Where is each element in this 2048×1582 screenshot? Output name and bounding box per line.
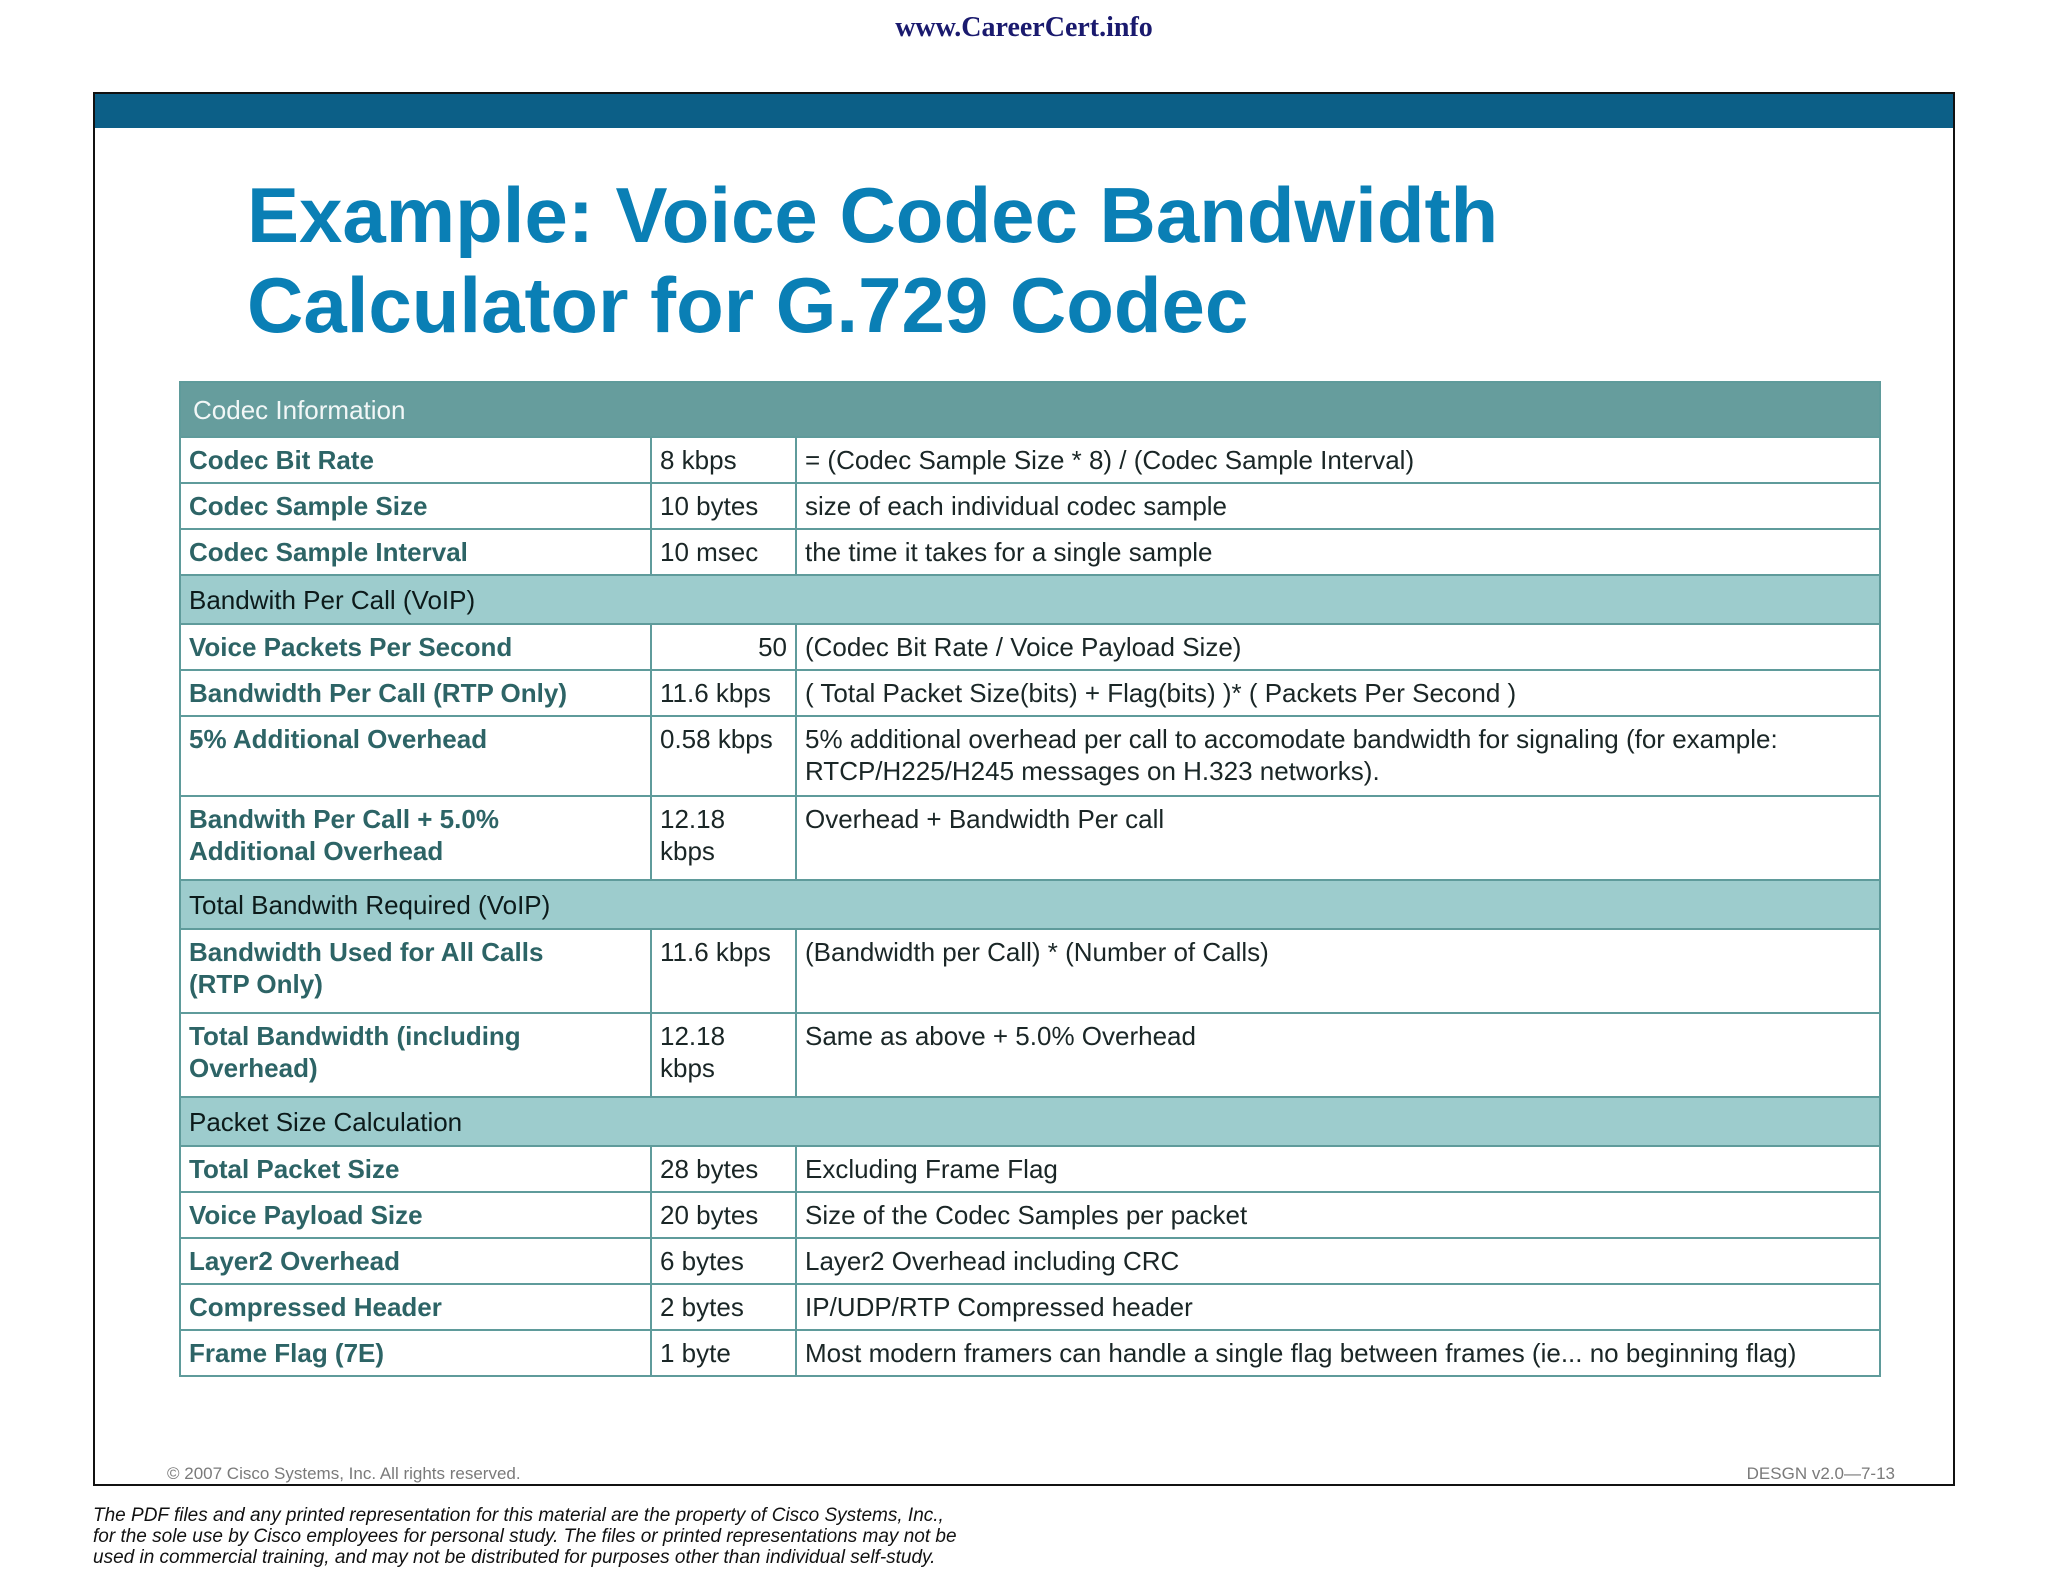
slide-title-line1: Example: Voice Codec Bandwidth (247, 171, 1499, 259)
section-row (180, 575, 1880, 624)
slide (93, 92, 1955, 1486)
row-label: Total Packet Size (180, 1146, 651, 1192)
row-value: 1 byte (651, 1330, 796, 1376)
row-label: Frame Flag (7E) (180, 1330, 651, 1376)
section-row (180, 880, 1880, 929)
row-value: 0.58 kbps (651, 716, 796, 796)
slide-top-bar (95, 94, 1953, 128)
row-value: 20 bytes (651, 1192, 796, 1238)
row-description: size of each individual codec sample (796, 483, 1880, 529)
row-label: Layer2 Overhead (180, 1238, 651, 1284)
row-label-line: Overhead) (189, 1053, 318, 1083)
row-value: 12.18 kbps (651, 796, 796, 880)
row-label (180, 796, 651, 880)
table-row (180, 529, 1880, 575)
row-value: 28 bytes (651, 1146, 796, 1192)
row-label: 5% Additional Overhead (180, 716, 651, 796)
row-label (180, 929, 651, 1013)
table-row (180, 670, 1880, 716)
row-label: Bandwidth Per Call (RTP Only) (180, 670, 651, 716)
row-description: = (Codec Sample Size * 8) / (Codec Sample Interval) (796, 437, 1880, 483)
slide-id: DESGN v2.0—7-13 (1746, 1464, 1895, 1483)
table-row (180, 796, 1880, 880)
row-label (180, 1013, 651, 1097)
row-description: Most modern framers can handle a single flag between frames (ie... no beginning flag) (796, 1330, 1880, 1376)
row-label-line: Additional Overhead (189, 836, 444, 866)
row-label: Voice Payload Size (180, 1192, 651, 1238)
row-value: 12.18 kbps (651, 1013, 796, 1097)
row-label: Voice Packets Per Second (180, 624, 651, 670)
disclaimer-line: used in commercial training, and may not be distributed for purposes other than individual self-study. (93, 1547, 936, 1568)
table-row (180, 1192, 1880, 1238)
row-value: 11.6 kbps (651, 670, 796, 716)
row-description: Overhead + Bandwidth Per call (796, 796, 1880, 880)
table-row (180, 929, 1880, 1013)
slide-title (247, 170, 1498, 350)
table-row (180, 437, 1880, 483)
row-description (796, 716, 1880, 796)
row-description: ( Total Packet Size(bits) + Flag(bits) )* ( Packets Per Second ) (796, 670, 1880, 716)
row-value: 50 (651, 624, 796, 670)
section-heading-total: Total Bandwith Required (VoIP) (180, 880, 1880, 929)
row-label-line: (RTP Only) (189, 969, 323, 999)
table-row (180, 483, 1880, 529)
row-description: Layer2 Overhead including CRC (796, 1238, 1880, 1284)
table-row (180, 1238, 1880, 1284)
row-label-line: Bandwidth Used for All Calls (189, 937, 544, 967)
row-value: 11.6 kbps (651, 929, 796, 1013)
section-row (180, 1097, 1880, 1146)
table-header: Codec Information (180, 382, 1880, 437)
row-description: (Bandwidth per Call) * (Number of Calls) (796, 929, 1880, 1013)
row-description: IP/UDP/RTP Compressed header (796, 1284, 1880, 1330)
row-value: 10 msec (651, 529, 796, 575)
row-description: the time it takes for a single sample (796, 529, 1880, 575)
table-row (180, 1330, 1880, 1376)
section-heading-packet: Packet Size Calculation (180, 1097, 1880, 1146)
row-description-line: RTCP/H225/H245 messages on H.323 networks). (805, 756, 1380, 786)
codec-calculator-table (179, 381, 1881, 1377)
row-description: Excluding Frame Flag (796, 1146, 1880, 1192)
table-row (180, 1284, 1880, 1330)
row-label-line: Bandwith Per Call + 5.0% (189, 804, 499, 834)
table-row (180, 1146, 1880, 1192)
row-label-line: Total Bandwidth (including (189, 1021, 521, 1051)
row-label: Compressed Header (180, 1284, 651, 1330)
disclaimer (93, 1505, 1193, 1568)
row-description-line: 5% additional overhead per call to accomodate bandwidth for signaling (for example: (805, 724, 1778, 754)
copyright-notice: © 2007 Cisco Systems, Inc. All rights reserved. (167, 1464, 521, 1483)
slide-title-line2: Calculator for G.729 Codec (247, 261, 1249, 349)
row-value: 6 bytes (651, 1238, 796, 1284)
row-label: Codec Sample Size (180, 483, 651, 529)
table-row (180, 716, 1880, 796)
row-label: Codec Sample Interval (180, 529, 651, 575)
row-value: 8 kbps (651, 437, 796, 483)
row-description: Same as above + 5.0% Overhead (796, 1013, 1880, 1097)
row-value: 10 bytes (651, 483, 796, 529)
disclaimer-line: The PDF files and any printed representation for this material are the property of Cisco Systems, Inc., (93, 1505, 944, 1526)
table-header-row (180, 382, 1880, 437)
table-row (180, 1013, 1880, 1097)
row-description: (Codec Bit Rate / Voice Payload Size) (796, 624, 1880, 670)
site-url: www.CareerCert.info (895, 12, 1153, 43)
section-heading-per-call: Bandwith Per Call (VoIP) (180, 575, 1880, 624)
row-description: Size of the Codec Samples per packet (796, 1192, 1880, 1238)
table-row (180, 624, 1880, 670)
row-value: 2 bytes (651, 1284, 796, 1330)
row-label: Codec Bit Rate (180, 437, 651, 483)
disclaimer-line: for the sole use by Cisco employees for personal study. The files or printed representations may not be (93, 1526, 957, 1547)
